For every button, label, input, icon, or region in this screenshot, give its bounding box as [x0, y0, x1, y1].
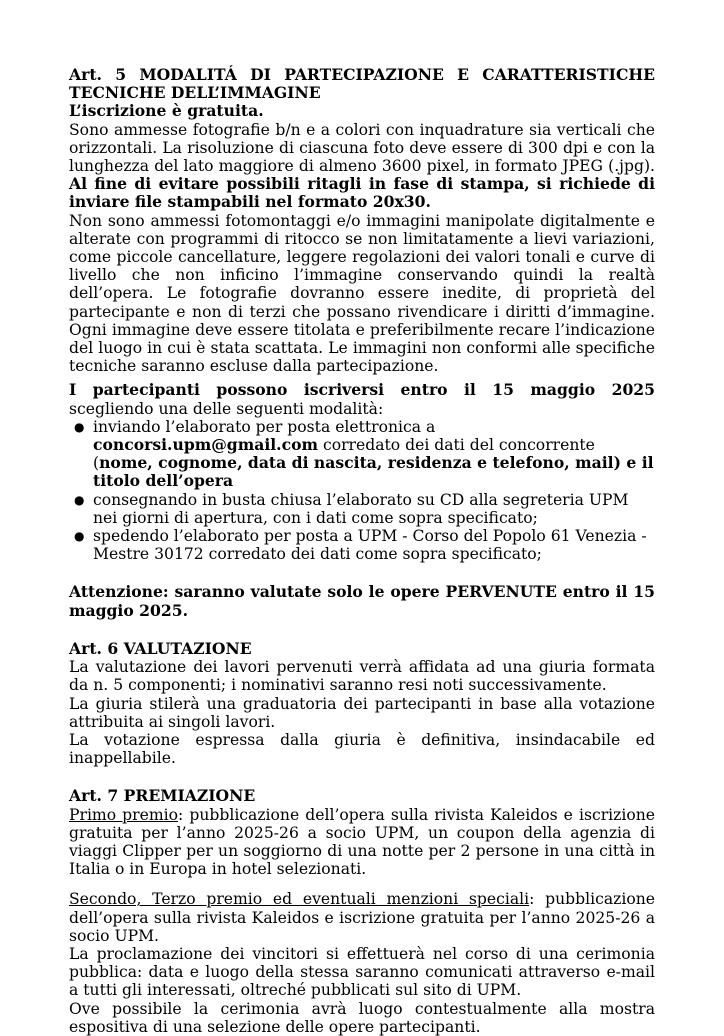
- document-page: [69, 66, 655, 1036]
- modes-intro: scegliendo una delle seguenti modalità:: [69, 399, 384, 418]
- art6-paragraph-1: La valutazione dei lavori pervenuti verrà affidata ad una giuria formata da n. 5 componenti; i nominativi saranno resi noti successivamente.: [69, 658, 655, 695]
- first-prize-text: : pubblicazione dell’opera sulla rivista Kaleidos e iscrizione gratuita per l’anno 2025-26 a socio UPM, un coupon della agenzia di viaggi Clipper per un soggiorno di una notte per 2 persone in una città in Italia o in Europa in hotel selezionati.: [69, 805, 655, 879]
- attention-note: Attenzione: saranno valutate solo le opere PERVENUTE entro il 15 maggio 2025.: [69, 582, 655, 620]
- list-item: [74, 527, 655, 564]
- list-item: [74, 490, 655, 527]
- second-prize-paragraph: [69, 890, 655, 945]
- bullet3-text: spedendo l’elaborato per posta a UPM - Corso del Popolo 61 Venezia - Mestre 30172 corredato dei dati come sopra specificato;: [93, 527, 647, 564]
- deadline-text: I partecipanti possono iscriversi entro il 15 maggio 2025: [69, 380, 655, 400]
- bullet1-text-a: inviando l’elaborato per posta elettronica a: [93, 417, 436, 436]
- second-prize-text: : pubblicazione dell’opera sulla rivista Kaleidos e iscrizione gratuita per l’anno 2025-26 a socio UPM.: [69, 890, 655, 945]
- first-prize-label: Primo premio: [69, 805, 179, 824]
- art6-paragraph-2: La giuria stilerà una graduatoria dei partecipanti in base alla votazione attribuita ai singoli lavori.: [69, 694, 655, 731]
- art5-p1-bold: Al fine di evitare possibili ritagli in fase di stampa, si richiede di inviare file stampabili nel formato 20x30.: [69, 174, 655, 212]
- art6-title: Art. 6 VALUTAZIONE: [69, 638, 252, 658]
- list-item: [74, 417, 655, 491]
- exhibition-paragraph: Ove possibile la cerimonia avrà luogo contestualmente alla mostra espositiva di una selezione delle opere partecipanti.: [69, 999, 655, 1036]
- free-registration: L’iscrizione è gratuita.: [69, 101, 264, 121]
- bullet2-text: consegnando in busta chiusa l’elaborato su CD alla segreteria UPM nei giorni di apertura, con i dati come sopra specificato;: [93, 490, 629, 527]
- art5-paragraph-3: [69, 381, 655, 417]
- bullet1-text-b: corredato dei dati del concorrente (: [93, 436, 595, 473]
- art5-paragraph-2: Non sono ammessi fotomontaggi e/o immagini manipolate digitalmente e alterate con programmi di ritocco se non limitatamente a lievi variazioni, come piccole cancellature, leggere regolazioni dei valori tonali e curve di livello che non inficino l’immagine conservando quindi la realtà dell’opera. Le fotografie dovranno essere inedite, di proprietà del partecipante e non di terzi che possano rivendicare i diritti d’immagine. Ogni immagine deve essere titolata e preferibilmente recare l’indicazione del luogo in cui è stata scattata. Le immagini non conformi alle specifiche tecniche saranno escluse dalla partecipazione.: [69, 211, 655, 376]
- ceremony-paragraph: La proclamazione dei vincitori si effettuerà nel corso di una cerimonia pubblica: data e luogo della stessa saranno comunicati attraverso e-mail a tutti gli interessati, oltreché pubblicati sul sito di UPM.: [69, 944, 655, 1000]
- art6-paragraph-3: La votazione espressa dalla giuria è definitiva, insindacabile ed inappellabile.: [69, 730, 655, 768]
- submission-modes-list: [69, 418, 655, 564]
- bullet-icon: ●: [74, 492, 85, 507]
- bullet-icon: ●: [74, 419, 85, 434]
- bullet-icon: ●: [74, 529, 85, 544]
- second-prize-label: Secondo, Terzo premio ed eventuali menzioni speciali: [69, 890, 530, 909]
- art7-title: Art. 7 PREMIAZIONE: [69, 786, 256, 806]
- art5-paragraph-1: [69, 121, 655, 212]
- art5-p1-text: Sono ammesse fotografie b/n e a colori con inquadrature sia verticali che orizzontali. La risoluzione di ciascuna foto deve essere di 300 dpi e con la lunghezza del lato maggiore di almeno 3600 pixel, in formato JPEG (.jpg).: [69, 120, 655, 176]
- art5-title: Art. 5 MODALITÁ DI PARTECIPAZIONE E CARATTERISTICHE TECNICHE DELL’IMMAGINE: [69, 65, 655, 103]
- contact-email-link[interactable]: concorsi.upm@gmail.com: [93, 435, 318, 455]
- bullet1-bold: nome, cognome, data di nascita, residenza e telefono, mail) e il titolo dell’opera: [93, 453, 654, 491]
- first-prize-paragraph: [69, 806, 655, 879]
